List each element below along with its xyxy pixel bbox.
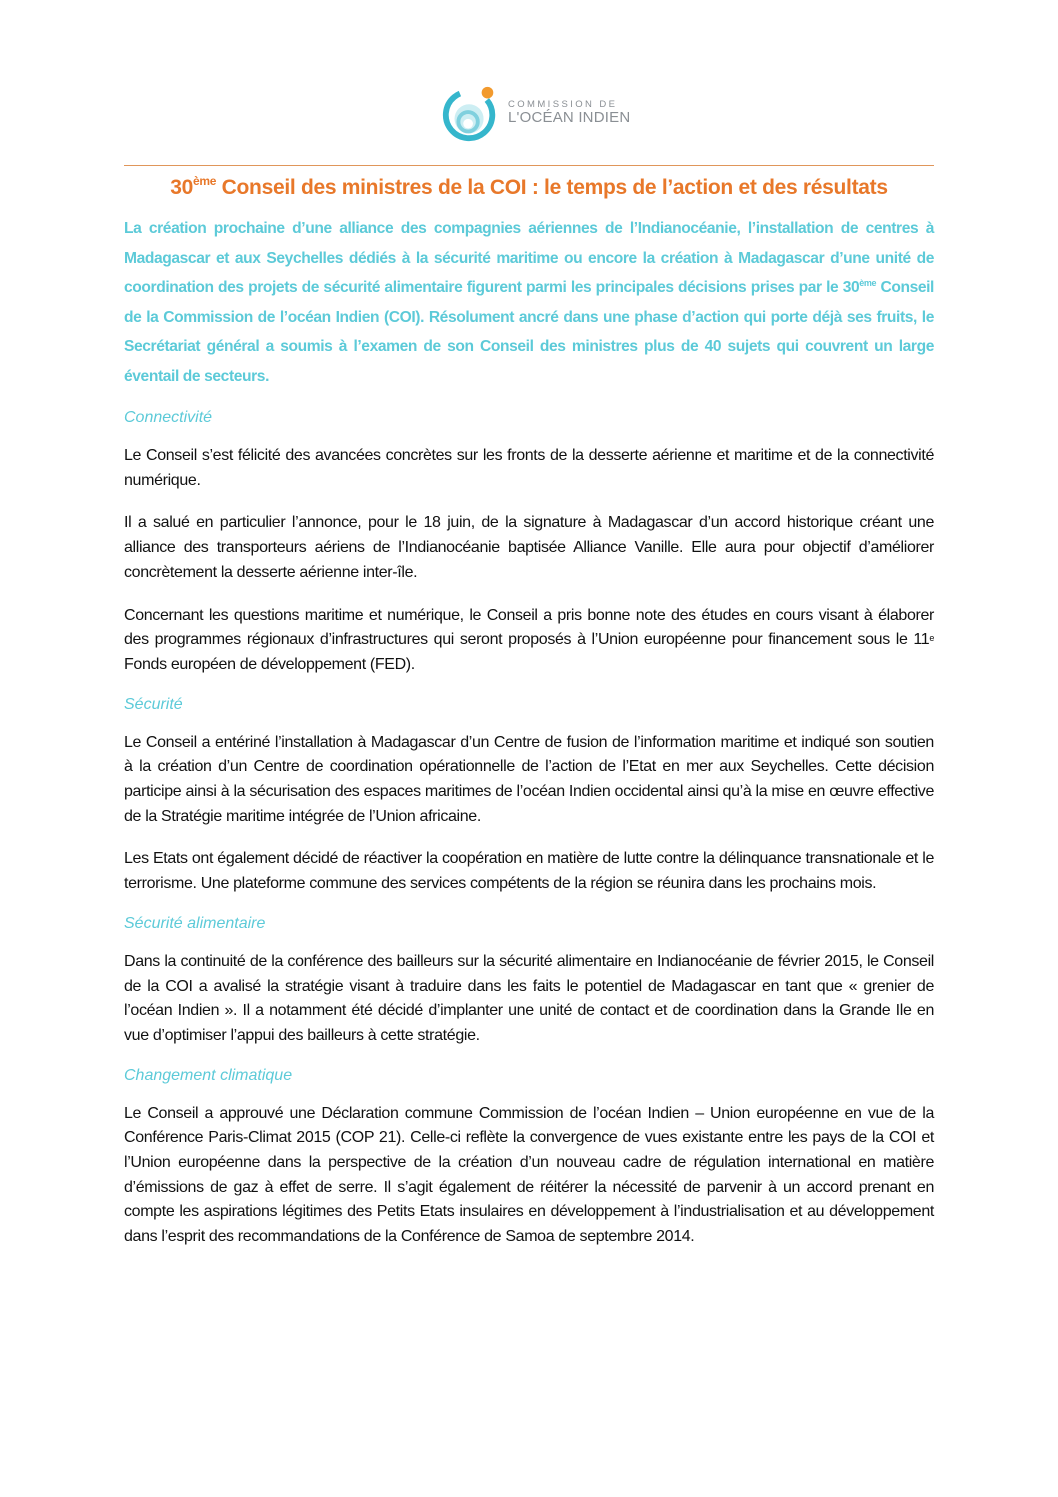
lead-text-part1: La création prochaine d’une alliance des compagnies aériennes de l’Indianocéanie, l’installation de centres à Madagascar et aux Seychelles dédiés à la sécurité maritime ou encore la création à Madagascar d’une unité de coordination des projets de sécurité alimentaire figurent parmi les principales décisions prises par le 30 bbox=[124, 220, 934, 296]
title-text: Conseil des ministres de la COI : le temps de l’action et des résultats bbox=[216, 176, 888, 199]
body-paragraph: Le Conseil a approuvé une Déclaration commune Commission de l’océan Indien – Union européenne en vue de la Conférence Paris-Climat 2015 (COP 21). Celle-ci reflète la convergence de vues existante entre les pays de la COI et l’Union européenne dans la perspective de la création d’un nouveau cadre de régulation international en matière d’émissions de gaz à effet de serre. Il s’agit également de réitérer la nécessité de parvenir à un accord prenant en compte les aspirations légitimes des Petits Etats insulaires en développement à l’industrialisation et au développement dans l’esprit des recommandations de la Conférence de Samoa de septembre 2014. bbox=[124, 1104, 934, 1246]
logo-wordmark bbox=[508, 100, 630, 126]
body-paragraph: Dans la continuité de la conférence des bailleurs sur la sécurité alimentaire en Indianocéanie de février 2015, le Conseil de la COI a avalisé la stratégie visant à traduire dans les faits le potentiel de Madagascar en tant que « grenier de l’océan Indien ». Il a notamment été décidé d’implanter une unité de contact et de coordination dans la Grande Ile en vue d’optimiser l’appui des bailleurs à cette stratégie. bbox=[124, 952, 934, 1044]
lead-superscript: ème bbox=[859, 278, 877, 288]
document-title bbox=[124, 176, 934, 200]
body-paragraph: Il a salué en particulier l’annonce, pour le 18 juin, de la signature à Madagascar d’un accord historique créant une alliance des transporteurs aériens de l’Indianocéanie baptisée Alliance Vanille. Elle aura pour objectif d’améliorer concrètement la desserte aérienne inter-île. bbox=[124, 514, 934, 581]
body-paragraph: Les Etats ont également décidé de réactiver la coopération en matière de lutte contre la délinquance transnationale et le terrorisme. Une plateforme commune des services compétents de la région se réunira dans les prochains mois. bbox=[124, 850, 934, 893]
coi-logo bbox=[440, 78, 660, 148]
body-paragraph: Le Conseil a entériné l’installation à Madagascar d’un Centre de fusion de l’information maritime et indiqué son soutien à la création d’un Centre de coordination opérationnelle de l’action de l’Etat en mer aux Seychelles. Cette décision participe ainsi à la sécurisation des espaces maritimes de l’océan Indien occidental ainsi qu’à la mise en œuvre effective de la Stratégie maritime intégrée de l’Union africaine. bbox=[124, 733, 934, 825]
document-body bbox=[124, 176, 934, 1268]
logo-line-1: COMMISSION DE bbox=[508, 99, 618, 111]
section-heading-securite-alimentaire: Sécurité alimentaire bbox=[124, 914, 266, 932]
logo-line-2: L'OCÉAN INDIEN bbox=[508, 109, 631, 127]
section-heading-changement-climatique: Changement climatique bbox=[124, 1066, 293, 1084]
para-text-part1: Concernant les questions maritime et numérique, le Conseil a pris bonne note des études en cours visant à élaborer des programmes régionaux d’infrastructures qui seront proposés à l’Union européenne pour financement sous le 11 bbox=[124, 606, 934, 649]
title-superscript: ème bbox=[193, 174, 217, 188]
para-superscript: e bbox=[929, 633, 934, 644]
title-number: 30 bbox=[170, 176, 193, 199]
para-text-part2: Fonds européen de développement (FED). bbox=[124, 655, 415, 673]
coi-logo-icon bbox=[440, 82, 502, 144]
section-heading-securite: Sécurité bbox=[124, 695, 183, 713]
body-paragraph bbox=[124, 604, 934, 678]
lead-text-part2: Conseil de la Commission de l’océan Indien (COI). Résolument ancré dans une phase d’action qui porte déjà ses fruits, le Secrétariat général a soumis à l’examen de son Conseil des ministres plus de 40 sujets qui couvrent un large éventail de secteurs. bbox=[124, 279, 934, 385]
lead-paragraph bbox=[124, 214, 934, 391]
header-divider bbox=[124, 165, 934, 166]
body-paragraph: Le Conseil s’est félicité des avancées concrètes sur les fronts de la desserte aérienne et maritime et de la connectivité numérique. bbox=[124, 447, 934, 489]
section-heading-connectivite: Connectivité bbox=[124, 409, 213, 426]
